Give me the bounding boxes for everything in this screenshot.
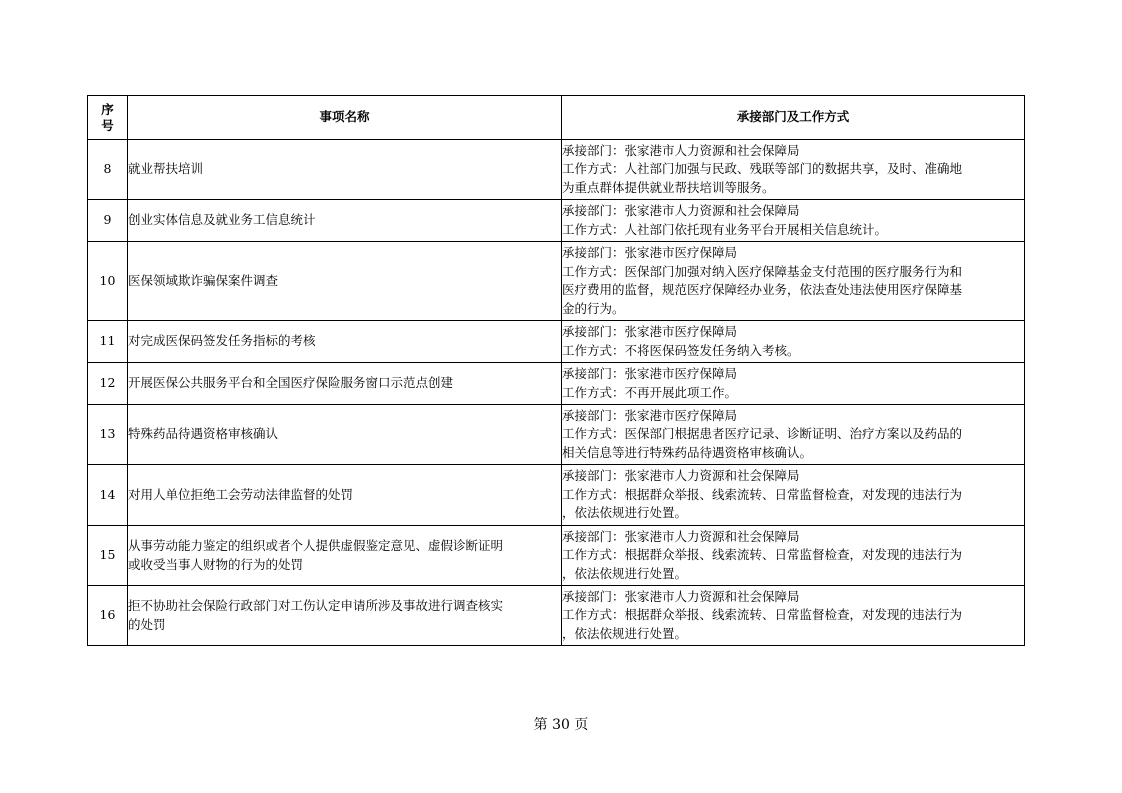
table-row	[88, 465, 1025, 526]
work-method-line: 相关信息等进行特殊药品待遇资格审核确认。	[562, 444, 813, 460]
row-dept-method	[562, 405, 1025, 465]
row-serial-number: 11	[88, 321, 128, 363]
row-dept-method	[562, 321, 1025, 363]
row-matter-name	[128, 242, 562, 321]
matter-name-line: 拒不协助社会保险行政部门对工伤认定申请所涉及事故进行调查核实	[128, 598, 504, 613]
page-number: 第 30 页	[533, 717, 589, 733]
row-matter-name	[128, 586, 562, 646]
row-serial-number: 13	[88, 405, 128, 465]
work-method-line: 工作方式：人社部门依托现有业务平台开展相关信息统计。	[562, 221, 888, 237]
row-dept-method	[562, 465, 1025, 526]
work-method-line: ，依法依规进行处置。	[562, 565, 688, 581]
work-method-line: 工作方式：医保部门加强对纳入医疗保障基金支付范围的医疗服务行为和	[562, 263, 963, 279]
row-matter-name	[128, 526, 562, 586]
receiving-dept-line: 承接部门：张家港市人力资源和社会保障局	[562, 203, 800, 218]
receiving-dept-line: 承接部门：张家港市医疗保障局	[562, 366, 738, 381]
row-matter-name	[128, 405, 562, 465]
receiving-dept-line: 承接部门：张家港市医疗保障局	[562, 407, 738, 423]
matters-table	[87, 95, 1025, 646]
table-row	[88, 140, 1025, 200]
row-serial-number: 12	[88, 363, 128, 405]
receiving-dept-line: 承接部门：张家港市人力资源和社会保障局	[562, 528, 800, 544]
matter-name-line: 创业实体信息及就业务工信息统计	[128, 212, 316, 228]
matter-name-line: 或收受当事人财物的行为的处罚	[128, 556, 304, 572]
receiving-dept-line: 承接部门：张家港市人力资源和社会保障局	[562, 142, 800, 158]
row-serial-number: 14	[88, 465, 128, 526]
matter-name-line: 从事劳动能力鉴定的组织或者个人提供虚假鉴定意见、虚假诊断证明	[128, 538, 504, 553]
matter-name-line: 对完成医保码签发任务指标的考核	[128, 333, 316, 349]
row-matter-name	[128, 465, 562, 526]
table-row	[88, 586, 1025, 646]
row-dept-method	[562, 586, 1025, 646]
receiving-dept-line: 承接部门：张家港市医疗保障局	[562, 245, 738, 260]
table-body	[88, 140, 1025, 646]
work-method-line: 工作方式：不将医保码签发任务纳入考核。	[562, 342, 800, 358]
work-method-line: ，依法依规进行处置。	[562, 505, 688, 521]
table-row	[88, 200, 1025, 242]
table-row	[88, 526, 1025, 586]
table-row	[88, 363, 1025, 405]
matter-name-line: 开展医保公共服务平台和全国医疗保险服务窗口示范点创建	[128, 375, 454, 391]
table-row	[88, 405, 1025, 465]
row-matter-name	[128, 321, 562, 363]
work-method-line: 工作方式：根据群众举报、线索流转、日常监督检查，对发现的违法行为	[562, 486, 963, 502]
work-method-line: 工作方式：根据群众举报、线索流转、日常监督检查，对发现的违法行为	[562, 547, 963, 563]
header-serial-number	[88, 96, 128, 140]
row-matter-name	[128, 140, 562, 200]
header-matter-name: 事项名称	[128, 96, 562, 140]
table-row	[88, 321, 1025, 363]
row-dept-method	[562, 363, 1025, 405]
table-row	[88, 242, 1025, 321]
row-serial-number: 16	[88, 586, 128, 646]
receiving-dept-line: 承接部门：张家港市医疗保障局	[562, 324, 738, 339]
matter-name-line: 医保领域欺诈骗保案件调查	[128, 272, 279, 288]
work-method-line: ，依法依规进行处置。	[562, 625, 688, 641]
matter-name-line: 的处罚	[128, 616, 166, 632]
row-serial-number: 15	[88, 526, 128, 586]
row-matter-name	[128, 363, 562, 405]
header-serial-char-2: 号	[101, 117, 114, 133]
table-header-row	[88, 96, 1025, 140]
row-dept-method	[562, 200, 1025, 242]
work-method-line: 金的行为。	[562, 300, 625, 316]
work-method-line: 工作方式：医保部门根据患者医疗记录、诊断证明、治疗方案以及药品的	[562, 426, 963, 442]
row-serial-number: 9	[88, 200, 128, 242]
work-method-line: 医疗费用的监督，规范医疗保障经办业务，依法查处违法使用医疗保障基	[562, 282, 963, 297]
receiving-dept-line: 承接部门：张家港市人力资源和社会保障局	[562, 588, 800, 604]
row-dept-method	[562, 526, 1025, 586]
header-serial-char-1: 序	[101, 101, 114, 117]
row-matter-name	[128, 200, 562, 242]
matter-name-line: 对用人单位拒绝工会劳动法律监督的处罚	[128, 486, 354, 502]
work-method-line: 工作方式：人社部门加强与民政、残联等部门的数据共享，及时、准确地	[562, 161, 963, 177]
matter-name-line: 特殊药品待遇资格审核确认	[128, 426, 279, 442]
row-dept-method	[562, 140, 1025, 200]
row-serial-number: 10	[88, 242, 128, 321]
row-dept-method	[562, 242, 1025, 321]
matter-name-line: 就业帮扶培训	[128, 161, 204, 177]
work-method-line: 工作方式：根据群众举报、线索流转、日常监督检查，对发现的违法行为	[562, 607, 963, 623]
work-method-line: 为重点群体提供就业帮扶培训等服务。	[562, 179, 775, 195]
work-method-line: 工作方式：不再开展此项工作。	[562, 384, 738, 400]
row-serial-number: 8	[88, 140, 128, 200]
header-dept-method: 承接部门及工作方式	[562, 96, 1025, 140]
receiving-dept-line: 承接部门：张家港市人力资源和社会保障局	[562, 468, 800, 484]
